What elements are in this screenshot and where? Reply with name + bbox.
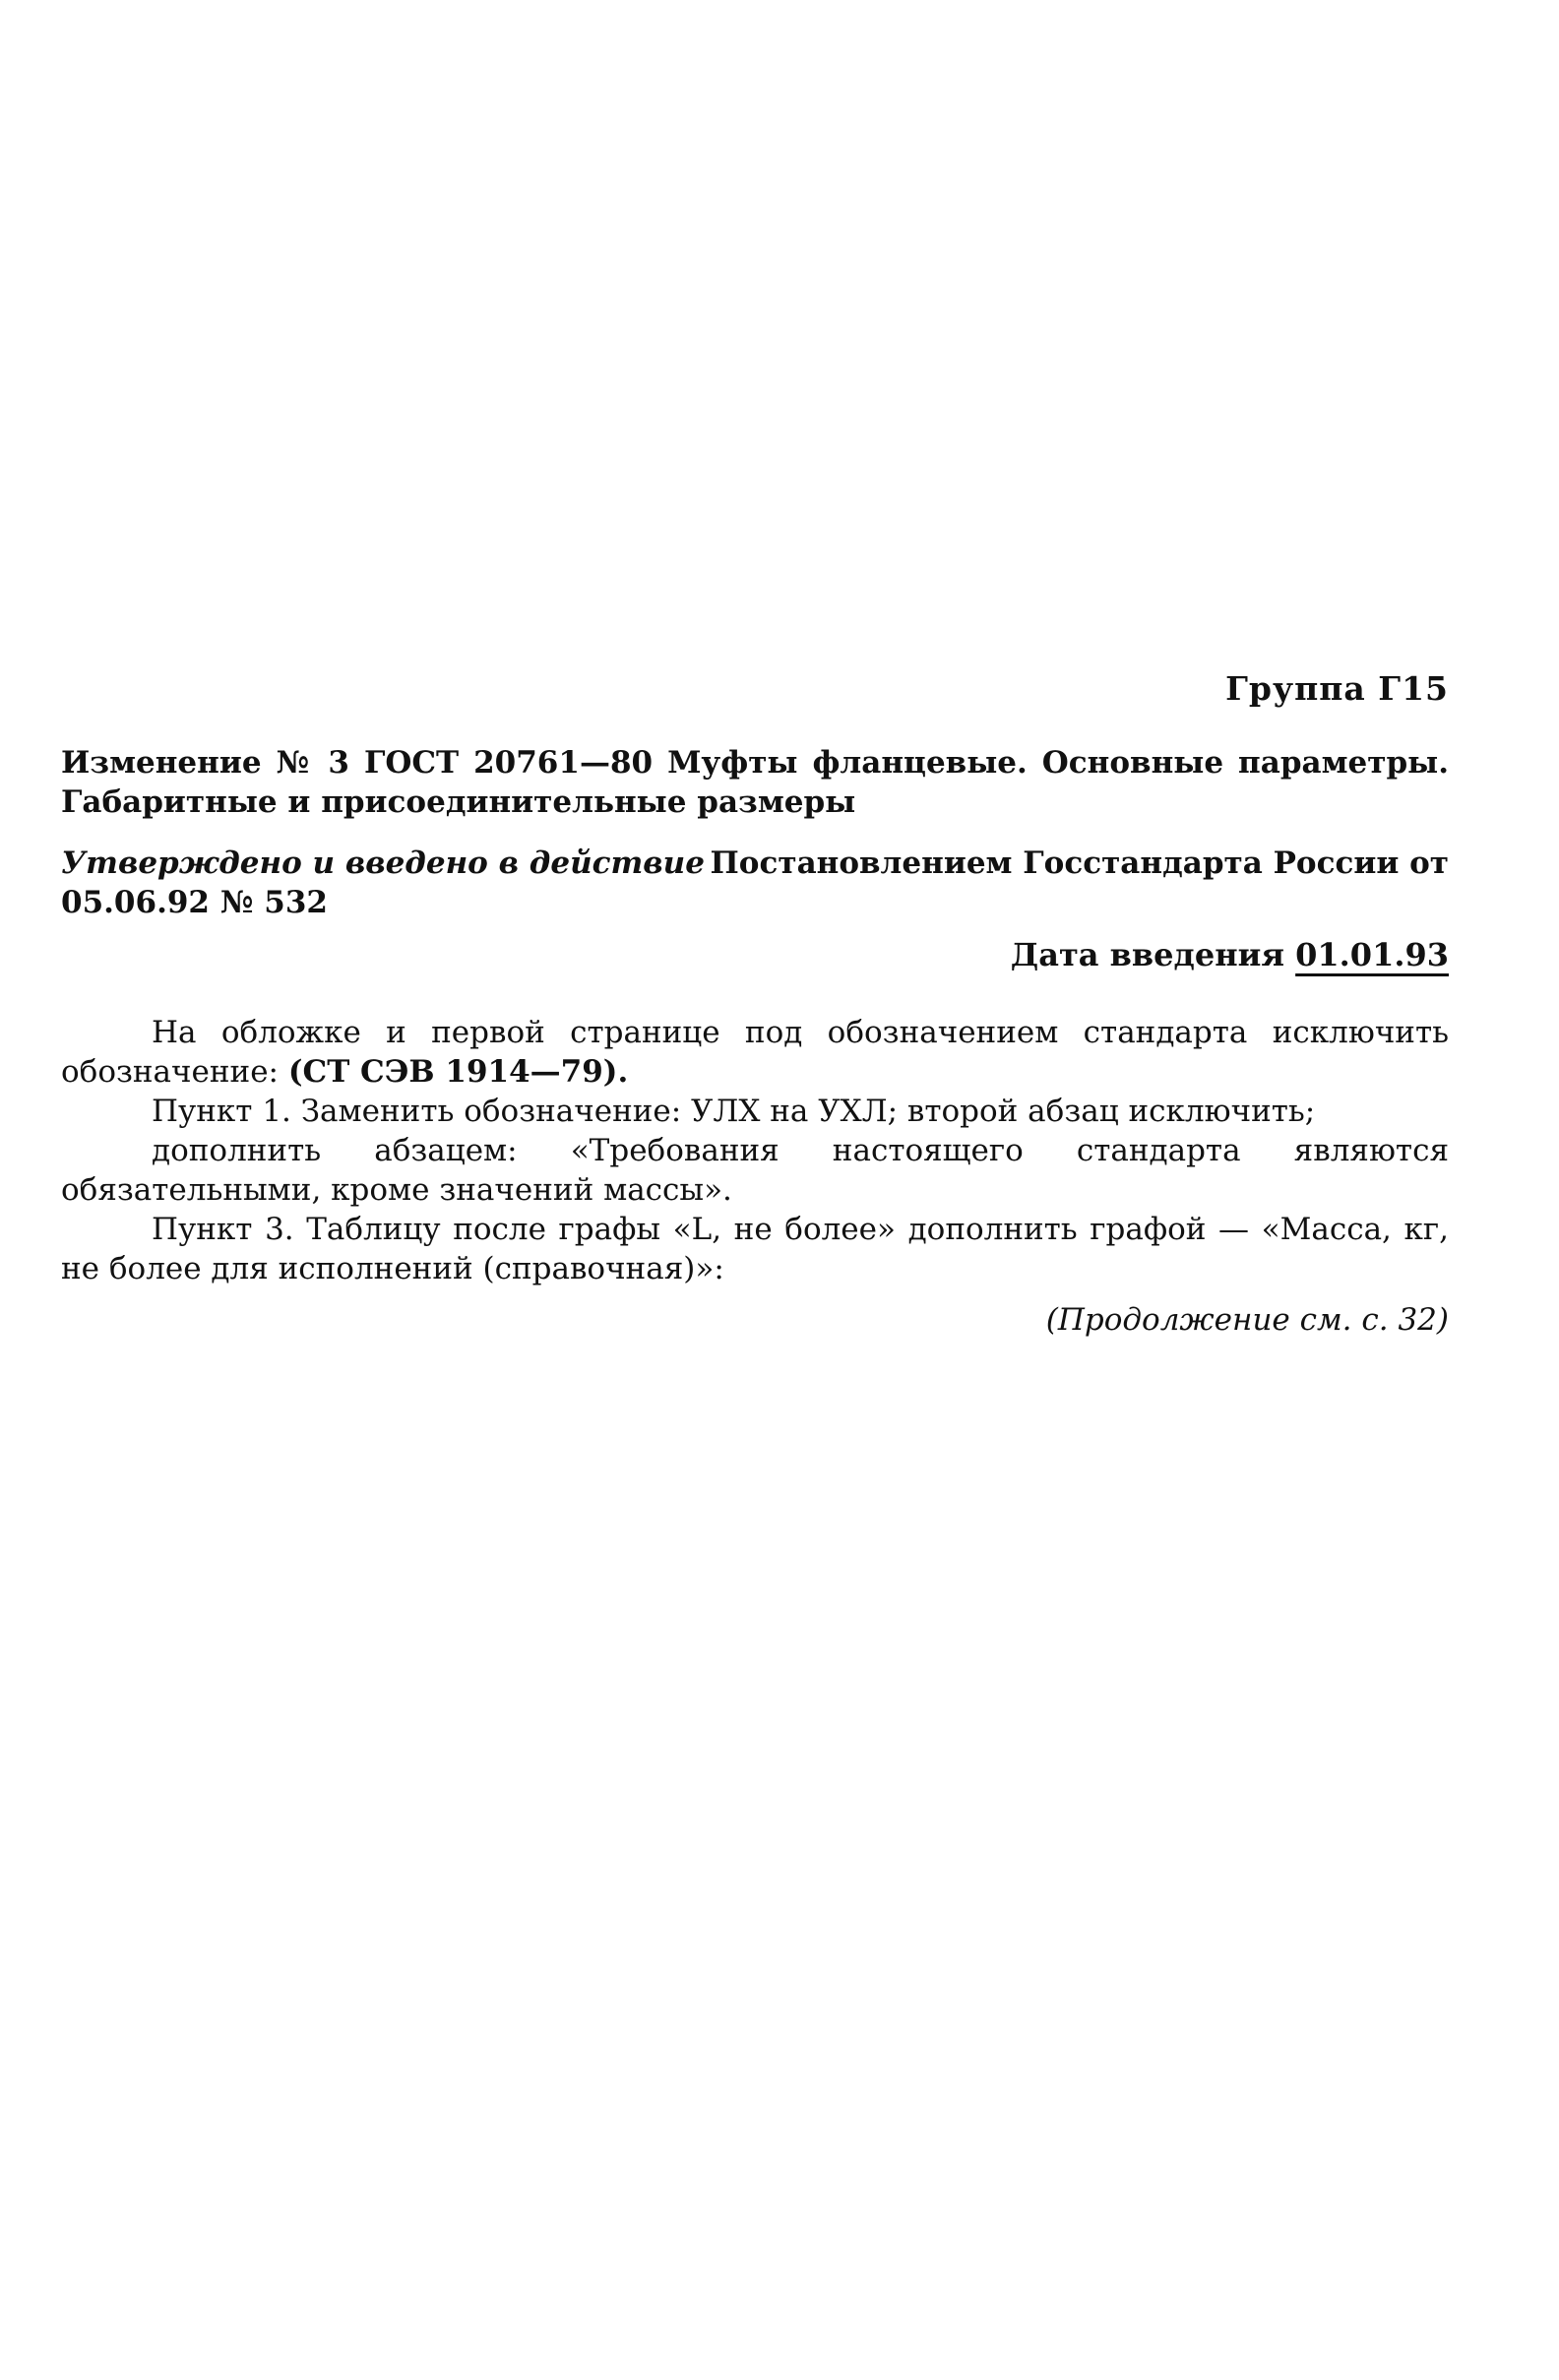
continued-note: (Продолжение см. с. 32) (1045, 1302, 1449, 1338)
amendment-title: Изменение № 3 ГОСТ 20761—80 Муфты фланцевые. Основные параметры. Габаритные и присоединительные размеры (61, 745, 1449, 820)
paragraph-1 (61, 1013, 1449, 1092)
group-label: Группа Г15 (1225, 669, 1449, 708)
paragraph-2: Пункт 1. Заменить обозначение: УЛХ на УХЛ; второй абзац исключить; (152, 1094, 1316, 1129)
approval-block (61, 844, 1449, 922)
approval-part-2: Постановлением Госстандарта России от (710, 846, 1449, 881)
approval-part-1: Утверждено и введено в действие (61, 846, 705, 881)
paragraph-1-bold: (СТ СЭВ 1914—79). (287, 1054, 629, 1090)
approval-line-1 (61, 844, 1449, 883)
paragraph-4: Пункт 3. Таблицу после графы «L, не более» дополнить графой — «Масса, кг, не более для исполнений (справочная)»: (61, 1212, 1449, 1286)
effective-date-value: 01.01.93 (1295, 936, 1449, 973)
effective-date-label: Дата введения (1010, 936, 1284, 973)
effective-date (61, 936, 1449, 973)
approval-line-2: 05.06.92 № 532 (61, 885, 328, 920)
paragraph-1-text: На обложке и первой странице под обозначением стандарта исключить обозначение: (61, 1015, 1449, 1090)
paragraph-3: дополнить абзацем: «Требования настоящего стандарта являются обязательными, кроме значений массы». (61, 1133, 1449, 1208)
document-page (61, 669, 1449, 1338)
